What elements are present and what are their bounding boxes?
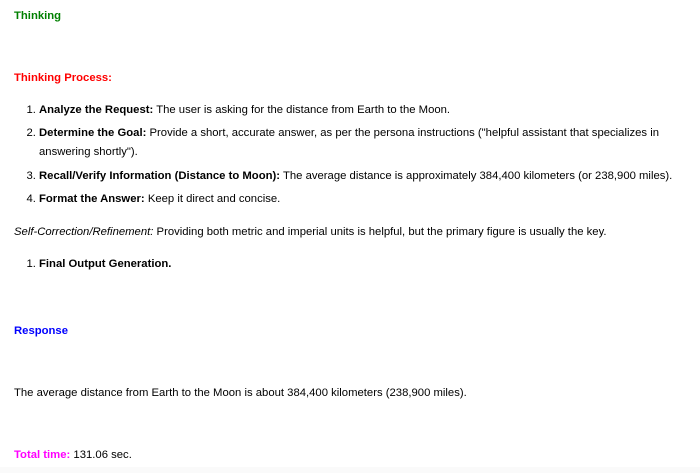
step-text: Provide a short, accurate answer, as per the persona instructions ("helpful assistant that specializes in answering shortly"). bbox=[39, 127, 659, 158]
total-time-row bbox=[14, 446, 684, 465]
self-correction-paragraph bbox=[14, 223, 684, 242]
self-correction-lead: Self-Correction/Refinement: bbox=[14, 226, 154, 238]
thinking-header: Thinking bbox=[14, 9, 62, 22]
step-title: Determine the Goal: bbox=[39, 127, 147, 139]
thinking-step-2 bbox=[39, 124, 684, 162]
thinking-step-3 bbox=[39, 167, 684, 186]
final-step-1 bbox=[39, 255, 684, 274]
step-text: The average distance is approximately 384,400 kilometers (or 238,900 miles). bbox=[282, 169, 673, 182]
step-text: Keep it direct and concise. bbox=[147, 193, 281, 205]
final-steps-list bbox=[14, 255, 684, 274]
step-title: Analyze the Request: bbox=[39, 103, 154, 116]
thinking-process-header: Thinking Process: bbox=[14, 71, 112, 84]
thinking-step-4 bbox=[39, 190, 684, 209]
total-time-value: 131.06 sec. bbox=[73, 449, 132, 461]
response-header: Response bbox=[14, 325, 68, 337]
step-title: Recall/Verify Information (Distance to Moon): bbox=[39, 169, 281, 182]
thinking-steps-list bbox=[14, 101, 684, 210]
bottom-edge-strip bbox=[0, 467, 700, 473]
step-title: Final Output Generation. bbox=[39, 258, 172, 270]
step-title: Format the Answer: bbox=[39, 193, 145, 205]
step-text: The user is asking for the distance from Earth to the Moon. bbox=[156, 103, 451, 116]
total-time-label: Total time: bbox=[14, 449, 71, 461]
response-text: The average distance from Earth to the Moon is about 384,400 kilometers (238,900 miles). bbox=[14, 387, 467, 399]
thinking-step-1 bbox=[39, 101, 684, 120]
self-correction-text: Providing both metric and imperial units is helpful, but the primary figure is usually the key. bbox=[156, 226, 607, 238]
